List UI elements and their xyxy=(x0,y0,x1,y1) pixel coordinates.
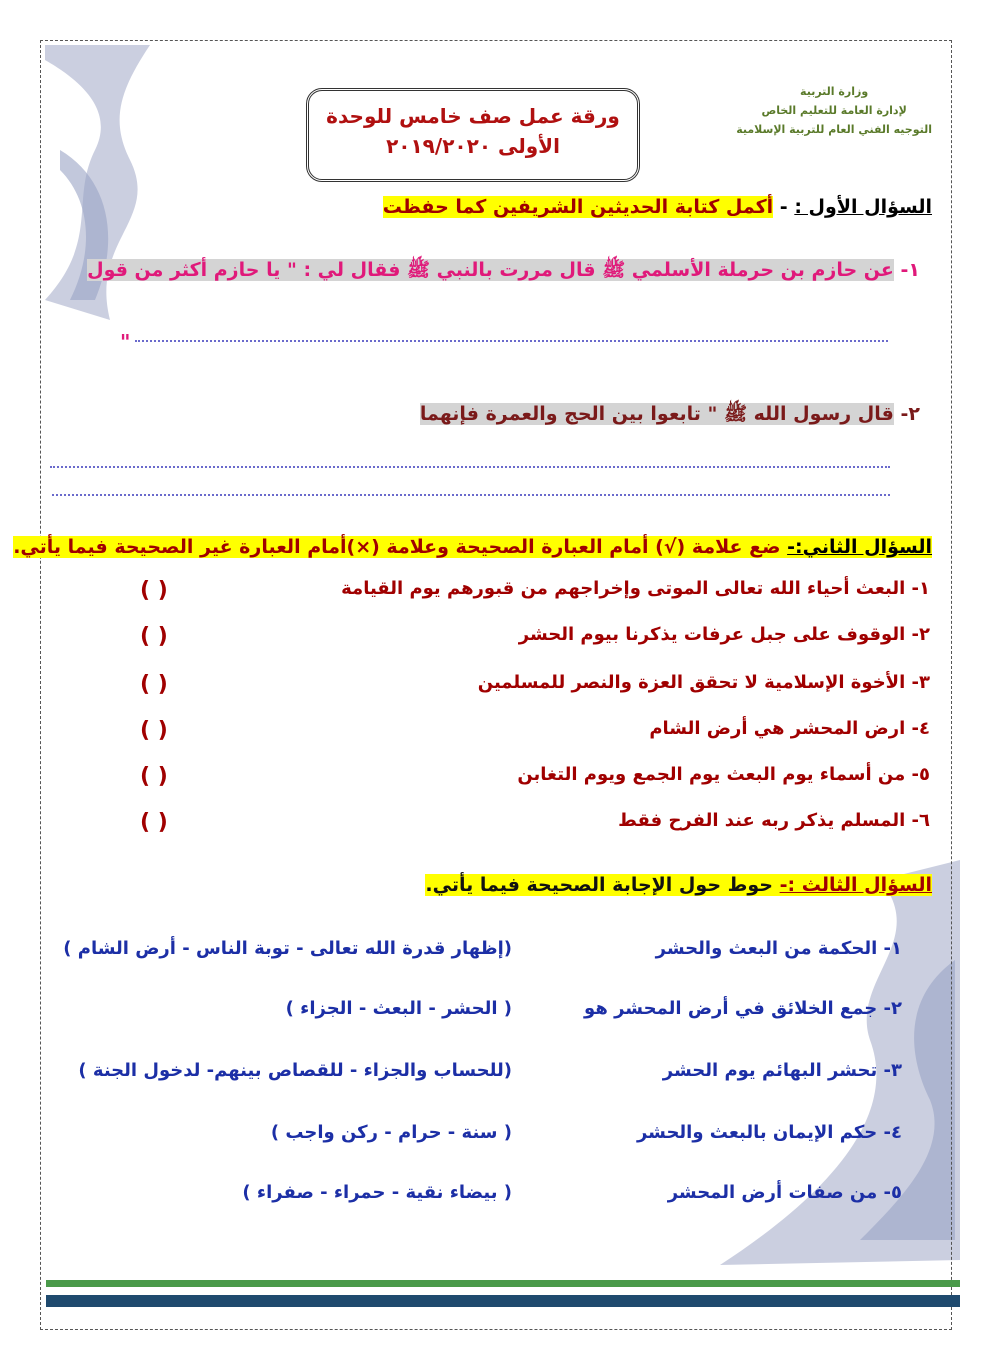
q3-item-5-question: ٥- من صفات أرض المحشر xyxy=(667,1182,902,1203)
q1-item-1-text: عن حازم بن حرملة الأسلمي ﷺ قال مررت بالنبي ﷺ فقال لي : " يا حازم أكثر من قول xyxy=(87,259,894,281)
q2-item-4-answer-bracket[interactable]: ( ) xyxy=(140,718,168,743)
q2-item-5-answer-bracket[interactable]: ( ) xyxy=(140,764,168,789)
q2-item-1-answer-bracket[interactable]: ( ) xyxy=(140,578,168,603)
q2-item-3: ٣- الأخوة الإسلامية لا تحقق العزة والنصر للمسلمين xyxy=(477,672,930,693)
q3-item-5-options[interactable]: ( بيضاء نقية - حمراء - صفراء ) xyxy=(242,1182,512,1203)
q2-item-3-answer-bracket[interactable]: ( ) xyxy=(140,672,168,697)
q2-item-6-answer-bracket[interactable]: ( ) xyxy=(140,810,168,835)
q2-item-5: ٥- من أسماء يوم البعث يوم الجمع ويوم التغابن xyxy=(517,764,930,785)
q1-item-2-number: ٢- xyxy=(900,403,920,425)
q1-item-2 xyxy=(420,402,920,430)
q3-heading xyxy=(425,874,932,896)
q3-item-3-options[interactable]: (للحساب والجزاء - للقصاص بينهم- لدخول الجنة ) xyxy=(78,1060,512,1081)
ministry-line-3: التوجيه الفني العام للتربية الإسلامية xyxy=(736,123,932,136)
q3-item-1-question: ١- الحكمة من البعث والحشر xyxy=(655,938,902,959)
q1-instruction: أكمل كتابة الحديثين الشريفين كما حفظت xyxy=(382,196,774,218)
q3-label: السؤال الثالث :- xyxy=(779,874,932,896)
q1-label: السؤال الأول : xyxy=(794,196,932,218)
q2-item-6: ٦- المسلم يذكر ربه عند الفرح فقط xyxy=(618,810,930,831)
q1-item-1-number: ١- xyxy=(900,259,920,281)
q2-item-2-answer-bracket[interactable]: ( ) xyxy=(140,624,168,649)
q3-item-2-question: ٢- جمع الخلائق في أرض المحشر هو xyxy=(584,998,902,1019)
q1-item-1 xyxy=(87,258,920,286)
q2-item-4: ٤- ارض المحشر هي أرض الشام xyxy=(649,718,930,739)
q2-item-1: ١- البعث أحياء الله تعالى الموتى وإخراجهم من قبورهم يوم القيامة xyxy=(341,578,930,599)
q1-heading xyxy=(383,196,932,218)
q1-item-1-closing-quote: " xyxy=(120,330,131,354)
q1-dash: - xyxy=(779,196,788,218)
ministry-line-1: وزارة التربية xyxy=(800,85,869,98)
footer-green-bar xyxy=(46,1280,960,1287)
q3-item-1-options[interactable]: (إظهار قدرة الله تعالى - توبة الناس - أرض الشام ) xyxy=(63,938,512,959)
q2-instruction: ضع علامة (√) أمام العبارة الصحيحة وعلامة (×)أمام العبارة غير الصحيحة فيما يأتي. xyxy=(13,536,781,558)
q2-label: السؤال الثاني:- xyxy=(787,536,932,558)
worksheet-title-line-2: الأولى ٢٠١٩/٢٠٢٠ xyxy=(386,134,560,158)
footer-navy-bar xyxy=(46,1295,960,1307)
ministry-header xyxy=(736,82,932,139)
q3-item-4-question: ٤- حكم الإيمان بالبعث والحشر xyxy=(636,1122,902,1143)
q3-item-2-options[interactable]: ( الحشر - البعث - الجزاء ) xyxy=(285,998,512,1019)
ministry-line-2: لإدارة العامة للتعليم الخاص xyxy=(761,104,907,117)
q2-item-2: ٢- الوقوف على جبل عرفات يذكرنا بيوم الحشر xyxy=(518,624,930,645)
q1-item-2-answer-line-2[interactable] xyxy=(52,494,890,496)
q3-item-4-options[interactable]: ( سنة - حرام - ركن واجب ) xyxy=(270,1122,512,1143)
q1-item-2-answer-line-1[interactable] xyxy=(50,466,890,468)
worksheet-title-box xyxy=(306,88,640,182)
q1-item-1-answer-line[interactable] xyxy=(135,340,888,342)
q2-heading xyxy=(13,536,932,558)
q3-item-3-question: ٣- تحشر البهائم يوم الحشر xyxy=(662,1060,902,1081)
worksheet-title-line-1: ورقة عمل صف خامس للوحدة xyxy=(326,104,620,128)
q1-item-2-text: قال رسول الله ﷺ " تابعوا بين الحج والعمرة فإنهما xyxy=(419,403,894,425)
q3-instruction: حوط حول الإجابة الصحيحة فيما يأتي. xyxy=(425,874,773,896)
